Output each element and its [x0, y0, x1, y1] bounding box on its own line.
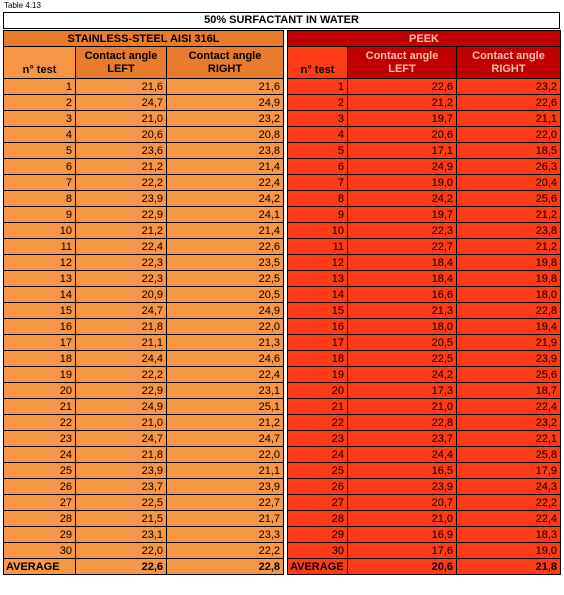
- test-number: 1: [4, 79, 76, 95]
- table-row: [288, 159, 561, 175]
- table-row: [4, 271, 284, 287]
- contact-angle-left: 24,2: [348, 191, 457, 207]
- contact-angle-right: 23,1: [167, 383, 284, 399]
- table-row: [288, 463, 561, 479]
- contact-angle-left: 22,9: [76, 207, 167, 223]
- contact-angle-right: 17,9: [457, 463, 561, 479]
- test-number: 25: [4, 463, 76, 479]
- average-left: 22,6: [76, 559, 167, 575]
- test-number: 26: [288, 479, 348, 495]
- test-number: 5: [4, 143, 76, 159]
- test-number: 24: [288, 447, 348, 463]
- contact-angle-left: 24,9: [348, 159, 457, 175]
- table-row: [288, 143, 561, 159]
- test-number: 14: [288, 287, 348, 303]
- contact-angle-left: 22,4: [76, 239, 167, 255]
- contact-angle-right: 22,5: [167, 271, 284, 287]
- contact-angle-left: 24,7: [76, 303, 167, 319]
- table-row: [288, 511, 561, 527]
- contact-angle-right: 21,4: [167, 159, 284, 175]
- test-number: 10: [288, 223, 348, 239]
- contact-angle-left: 21,0: [76, 111, 167, 127]
- contact-angle-right: 21,1: [457, 111, 561, 127]
- table-row: [4, 447, 284, 463]
- contact-angle-left: 24,7: [76, 95, 167, 111]
- test-number: 7: [4, 175, 76, 191]
- contact-angle-left: 21,8: [76, 319, 167, 335]
- contact-angle-right: 26,3: [457, 159, 561, 175]
- contact-angle-left: 22,8: [348, 415, 457, 431]
- contact-angle-left: 24,4: [348, 447, 457, 463]
- contact-angle-left: 22,3: [76, 271, 167, 287]
- header-line: RIGHT: [207, 62, 243, 75]
- average-label: AVERAGE: [4, 559, 76, 575]
- contact-angle-right: 20,5: [167, 287, 284, 303]
- contact-angle-left: 24,7: [76, 431, 167, 447]
- test-number: 27: [4, 495, 76, 511]
- table-row: [4, 255, 284, 271]
- contact-angle-left: 22,5: [348, 351, 457, 367]
- table-row: [288, 239, 561, 255]
- contact-angle-right: 21,4: [167, 223, 284, 239]
- contact-angle-right: 18,0: [457, 287, 561, 303]
- test-number: 13: [288, 271, 348, 287]
- test-number: 9: [4, 207, 76, 223]
- contact-angle-right: 22,4: [167, 175, 284, 191]
- contact-angle-left: 24,4: [76, 351, 167, 367]
- contact-angle-left: 16,5: [348, 463, 457, 479]
- test-number: 14: [4, 287, 76, 303]
- ntest-header: n° test: [4, 47, 76, 79]
- col-left-header: [76, 47, 167, 79]
- contact-angle-left: 21,2: [76, 223, 167, 239]
- contact-angle-left: 24,2: [348, 367, 457, 383]
- contact-angle-right: 20,8: [167, 127, 284, 143]
- average-right: 22,8: [167, 559, 284, 575]
- contact-angle-left: 23,1: [76, 527, 167, 543]
- contact-angle-right: 22,4: [167, 367, 284, 383]
- contact-angle-right: 21,2: [457, 239, 561, 255]
- contact-angle-right: 22,7: [167, 495, 284, 511]
- average-right: 21,8: [457, 559, 561, 575]
- test-number: 18: [288, 351, 348, 367]
- table-row: [288, 399, 561, 415]
- table-row: [4, 223, 284, 239]
- header-line: Contact angle: [365, 49, 439, 62]
- test-number: 19: [288, 367, 348, 383]
- table-row: [4, 159, 284, 175]
- test-number: 8: [4, 191, 76, 207]
- contact-angle-right: 19,4: [457, 319, 561, 335]
- test-number: 1: [288, 79, 348, 95]
- table-row: [4, 415, 284, 431]
- group-header-row: [288, 31, 561, 47]
- test-number: 12: [4, 255, 76, 271]
- table-row: [288, 111, 561, 127]
- contact-angle-left: 23,9: [76, 191, 167, 207]
- contact-angle-left: 16,9: [348, 527, 457, 543]
- test-number: 30: [288, 543, 348, 559]
- test-number: 30: [4, 543, 76, 559]
- table-row: [4, 319, 284, 335]
- table-row: [288, 79, 561, 95]
- contact-angle-left: 22,7: [348, 239, 457, 255]
- table-caption: Table 4.13: [4, 1, 41, 10]
- contact-angle-right: 23,5: [167, 255, 284, 271]
- test-number: 22: [288, 415, 348, 431]
- contact-angle-left: 21,0: [76, 415, 167, 431]
- table-row: [4, 127, 284, 143]
- test-number: 24: [4, 447, 76, 463]
- contact-angle-left: 21,8: [76, 447, 167, 463]
- contact-angle-right: 21,2: [167, 415, 284, 431]
- test-number: 28: [288, 511, 348, 527]
- table-row: [288, 127, 561, 143]
- table-row: [4, 335, 284, 351]
- contact-angle-left: 19,7: [348, 207, 457, 223]
- table-row: [4, 527, 284, 543]
- contact-angle-left: 23,6: [76, 143, 167, 159]
- test-number: 27: [288, 495, 348, 511]
- contact-angle-left: 21,5: [76, 511, 167, 527]
- contact-angle-right: 24,3: [457, 479, 561, 495]
- contact-angle-right: 21,9: [457, 335, 561, 351]
- contact-angle-right: 22,4: [457, 399, 561, 415]
- contact-angle-right: 21,3: [167, 335, 284, 351]
- average-row: [4, 559, 284, 575]
- test-number: 8: [288, 191, 348, 207]
- table-row: [4, 191, 284, 207]
- test-number: 4: [4, 127, 76, 143]
- peek-table: [287, 30, 561, 575]
- header-line: Contact angle: [84, 49, 158, 62]
- table-row: [288, 95, 561, 111]
- contact-angle-right: 23,9: [167, 479, 284, 495]
- contact-angle-left: 17,3: [348, 383, 457, 399]
- contact-angle-right: 18,5: [457, 143, 561, 159]
- test-number: 3: [288, 111, 348, 127]
- table-row: [288, 223, 561, 239]
- table-row: [288, 351, 561, 367]
- test-number: 15: [288, 303, 348, 319]
- table-row: [4, 511, 284, 527]
- table-row: [288, 287, 561, 303]
- header-line: LEFT: [388, 62, 416, 75]
- steel-table: [3, 30, 284, 575]
- table-row: [288, 431, 561, 447]
- contact-angle-right: 25,6: [457, 367, 561, 383]
- table-row: [4, 431, 284, 447]
- contact-angle-left: 21,0: [348, 399, 457, 415]
- contact-angle-right: 21,7: [167, 511, 284, 527]
- test-number: 7: [288, 175, 348, 191]
- table-row: [288, 271, 561, 287]
- header-line: LEFT: [107, 62, 135, 75]
- test-number: 20: [4, 383, 76, 399]
- contact-angle-right: 18,3: [457, 527, 561, 543]
- contact-angle-right: 19,8: [457, 255, 561, 271]
- table-row: [4, 351, 284, 367]
- contact-angle-left: 21,1: [76, 335, 167, 351]
- contact-angle-right: 22,0: [167, 319, 284, 335]
- contact-angle-left: 21,2: [348, 95, 457, 111]
- contact-angle-right: 24,9: [167, 303, 284, 319]
- contact-angle-right: 22,4: [457, 511, 561, 527]
- contact-angle-left: 20,5: [348, 335, 457, 351]
- col-right-header: [457, 47, 561, 79]
- table-row: [4, 175, 284, 191]
- test-number: 16: [4, 319, 76, 335]
- average-row: [288, 559, 561, 575]
- contact-angle-right: 21,6: [167, 79, 284, 95]
- ntest-header: n° test: [288, 47, 348, 79]
- col-right-header: [167, 47, 284, 79]
- table-row: [288, 175, 561, 191]
- test-number: 10: [4, 223, 76, 239]
- contact-angle-left: 22,6: [348, 79, 457, 95]
- test-number: 23: [4, 431, 76, 447]
- table-row: [4, 479, 284, 495]
- contact-angle-left: 21,2: [76, 159, 167, 175]
- average-left: 20,6: [348, 559, 457, 575]
- table-row: [4, 287, 284, 303]
- contact-angle-right: 25,6: [457, 191, 561, 207]
- test-number: 19: [4, 367, 76, 383]
- contact-angle-left: 21,3: [348, 303, 457, 319]
- contact-angle-left: 23,9: [348, 479, 457, 495]
- table-row: [4, 383, 284, 399]
- test-number: 2: [288, 95, 348, 111]
- test-number: 13: [4, 271, 76, 287]
- table-row: [288, 495, 561, 511]
- test-number: 4: [288, 127, 348, 143]
- contact-angle-right: 19,8: [457, 271, 561, 287]
- contact-angle-left: 20,7: [348, 495, 457, 511]
- test-number: 18: [4, 351, 76, 367]
- contact-angle-left: 22,3: [348, 223, 457, 239]
- table-row: [4, 495, 284, 511]
- test-number: 11: [288, 239, 348, 255]
- table-row: [288, 447, 561, 463]
- contact-angle-right: 22,0: [457, 127, 561, 143]
- test-number: 11: [4, 239, 76, 255]
- table-row: [288, 207, 561, 223]
- contact-angle-right: 24,2: [167, 191, 284, 207]
- table-row: [4, 463, 284, 479]
- test-number: 5: [288, 143, 348, 159]
- table-row: [4, 543, 284, 559]
- test-number: 6: [288, 159, 348, 175]
- test-number: 17: [4, 335, 76, 351]
- table-row: [288, 191, 561, 207]
- contact-angle-left: 22,9: [76, 383, 167, 399]
- table-title: 50% SURFACTANT IN WATER: [3, 12, 560, 29]
- table-row: [288, 255, 561, 271]
- contact-angle-left: 21,6: [76, 79, 167, 95]
- column-header-row: [4, 47, 284, 79]
- table-row: [4, 95, 284, 111]
- contact-angle-left: 18,4: [348, 271, 457, 287]
- contact-angle-left: 22,2: [76, 367, 167, 383]
- col-left-header: [348, 47, 457, 79]
- table-row: [288, 527, 561, 543]
- contact-angle-left: 20,9: [76, 287, 167, 303]
- table-row: [288, 415, 561, 431]
- header-line: Contact angle: [472, 49, 545, 62]
- contact-angle-left: 18,4: [348, 255, 457, 271]
- contact-angle-right: 24,6: [167, 351, 284, 367]
- contact-angle-right: 24,9: [167, 95, 284, 111]
- test-number: 29: [4, 527, 76, 543]
- contact-angle-left: 17,1: [348, 143, 457, 159]
- test-number: 26: [4, 479, 76, 495]
- test-number: 20: [288, 383, 348, 399]
- contact-angle-right: 23,2: [167, 111, 284, 127]
- contact-angle-left: 21,0: [348, 511, 457, 527]
- contact-angle-right: 20,4: [457, 175, 561, 191]
- contact-angle-left: 20,6: [348, 127, 457, 143]
- group-header: STAINLESS-STEEL AISI 316L: [4, 31, 284, 47]
- test-number: 21: [4, 399, 76, 415]
- test-number: 9: [288, 207, 348, 223]
- contact-angle-left: 23,7: [76, 479, 167, 495]
- table-row: [4, 207, 284, 223]
- contact-angle-right: 23,3: [167, 527, 284, 543]
- contact-angle-left: 22,3: [76, 255, 167, 271]
- header-line: Contact angle: [188, 49, 262, 62]
- test-number: 17: [288, 335, 348, 351]
- test-number: 29: [288, 527, 348, 543]
- table-row: [4, 239, 284, 255]
- contact-angle-left: 22,2: [76, 175, 167, 191]
- contact-angle-right: 22,0: [167, 447, 284, 463]
- contact-angle-right: 23,8: [457, 223, 561, 239]
- average-label: AVERAGE: [288, 559, 348, 575]
- test-number: 21: [288, 399, 348, 415]
- test-number: 28: [4, 511, 76, 527]
- contact-angle-right: 21,2: [457, 207, 561, 223]
- contact-angle-left: 23,9: [76, 463, 167, 479]
- table-row: [288, 479, 561, 495]
- contact-angle-left: 23,7: [348, 431, 457, 447]
- table-row: [288, 335, 561, 351]
- contact-angle-right: 18,7: [457, 383, 561, 399]
- table-row: [4, 399, 284, 415]
- contact-angle-right: 23,2: [457, 79, 561, 95]
- test-number: 2: [4, 95, 76, 111]
- test-number: 15: [4, 303, 76, 319]
- table-row: [288, 303, 561, 319]
- contact-angle-right: 19,0: [457, 543, 561, 559]
- contact-angle-right: 23,8: [167, 143, 284, 159]
- contact-angle-left: 19,7: [348, 111, 457, 127]
- contact-angle-right: 22,2: [167, 543, 284, 559]
- table-row: [4, 303, 284, 319]
- contact-angle-left: 16,6: [348, 287, 457, 303]
- contact-angle-right: 25,8: [457, 447, 561, 463]
- column-header-row: [288, 47, 561, 79]
- test-number: 6: [4, 159, 76, 175]
- test-number: 23: [288, 431, 348, 447]
- contact-angle-right: 23,9: [457, 351, 561, 367]
- test-number: 12: [288, 255, 348, 271]
- test-number: 22: [4, 415, 76, 431]
- table-row: [4, 367, 284, 383]
- contact-angle-left: 19,0: [348, 175, 457, 191]
- test-number: 3: [4, 111, 76, 127]
- contact-angle-left: 22,0: [76, 543, 167, 559]
- table-row: [288, 383, 561, 399]
- contact-angle-right: 25,1: [167, 399, 284, 415]
- table-row: [288, 543, 561, 559]
- test-number: 25: [288, 463, 348, 479]
- contact-angle-left: 24,9: [76, 399, 167, 415]
- contact-angle-right: 21,1: [167, 463, 284, 479]
- group-header-row: [4, 31, 284, 47]
- contact-angle-right: 22,1: [457, 431, 561, 447]
- header-line: RIGHT: [491, 62, 526, 75]
- table-row: [4, 111, 284, 127]
- test-number: 16: [288, 319, 348, 335]
- contact-angle-right: 23,2: [457, 415, 561, 431]
- table-row: [288, 367, 561, 383]
- group-header: PEEK: [288, 31, 561, 47]
- contact-angle-right: 22,2: [457, 495, 561, 511]
- table-row: [288, 319, 561, 335]
- contact-angle-right: 22,8: [457, 303, 561, 319]
- contact-angle-right: 22,6: [457, 95, 561, 111]
- contact-angle-left: 17,6: [348, 543, 457, 559]
- contact-angle-right: 24,1: [167, 207, 284, 223]
- contact-angle-right: 24,7: [167, 431, 284, 447]
- contact-angle-left: 20,6: [76, 127, 167, 143]
- contact-angle-left: 18,0: [348, 319, 457, 335]
- contact-angle-left: 22,5: [76, 495, 167, 511]
- table-row: [4, 143, 284, 159]
- table-row: [4, 79, 284, 95]
- contact-angle-right: 22,6: [167, 239, 284, 255]
